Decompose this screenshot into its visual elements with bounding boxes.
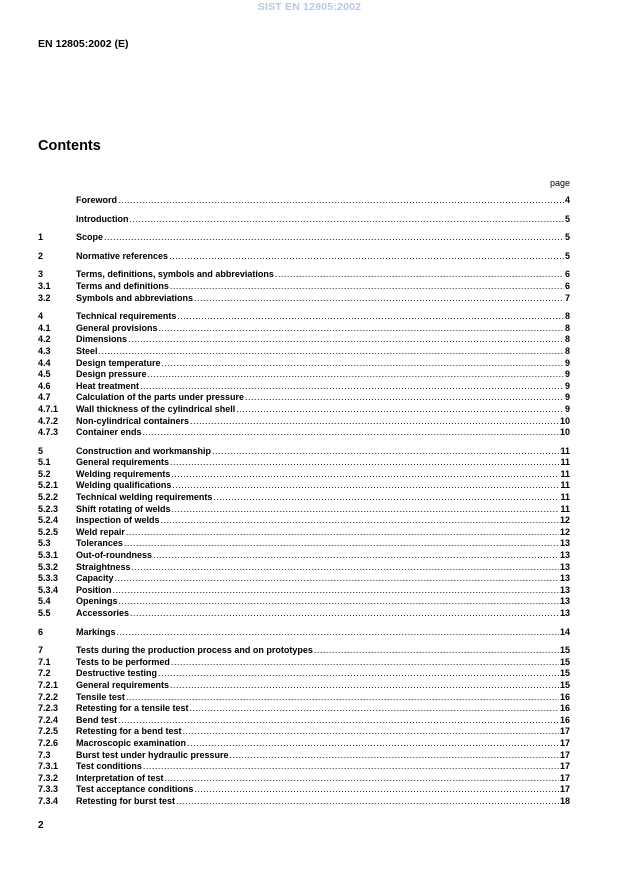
toc-entry-page: 5 (564, 213, 570, 224)
dot-leader (236, 404, 564, 416)
toc-entry-title: Test conditions (76, 761, 142, 772)
dot-leader (143, 761, 559, 773)
toc-entry-page: 12 (559, 515, 570, 526)
dot-leader (162, 358, 564, 370)
toc-entry-number: 2 (38, 250, 44, 261)
toc-entry-page: 13 (559, 596, 570, 607)
toc-entry[interactable] (38, 269, 570, 281)
toc-entry-page: 18 (559, 795, 570, 806)
dot-leader (176, 796, 559, 808)
toc-entry[interactable] (38, 346, 570, 358)
toc-entry-title: Bend test (76, 714, 118, 725)
toc-entry-page: 16 (559, 691, 570, 702)
toc-entry[interactable] (38, 358, 570, 370)
dot-leader (213, 492, 559, 504)
toc-entry-title: Burst test under hydraulic pressure (76, 749, 229, 760)
toc-entry-page: 11 (560, 445, 570, 456)
dot-leader (119, 596, 559, 608)
toc-entry-number: 5.2.3 (38, 503, 59, 514)
toc-entry-page: 10 (559, 427, 570, 438)
toc-entry-page: 15 (559, 645, 570, 656)
dot-leader (171, 469, 559, 481)
toc-entry-number: 4.4 (38, 357, 51, 368)
toc-entry[interactable] (38, 311, 570, 323)
toc-entry-page: 11 (560, 457, 570, 468)
dot-leader (194, 784, 559, 796)
dot-leader (117, 627, 559, 639)
toc-entry-page: 17 (559, 726, 570, 737)
toc-entry-page: 7 (564, 292, 570, 303)
toc-entry-page: 13 (559, 584, 570, 595)
toc-entry-number: 7.1 (38, 656, 51, 667)
toc-entry-title: Terms, definitions, symbols and abbreviations (76, 269, 274, 280)
toc-entry-page: 9 (564, 403, 570, 414)
toc-entry-title: Normative references (76, 250, 169, 261)
toc-entry-page: 8 (564, 322, 570, 333)
dot-leader (118, 715, 559, 727)
watermark: SIST EN 12805:2002 (257, 1, 362, 13)
dot-leader (130, 608, 559, 620)
dot-leader (194, 293, 564, 305)
toc-entry-title: Heat treatment (76, 380, 140, 391)
toc-entry-title: General requirements (76, 679, 170, 690)
toc-entry[interactable] (38, 334, 570, 346)
toc-entry-number: 7.2 (38, 668, 51, 679)
toc-entry-number: 5.3.4 (38, 584, 59, 595)
dot-leader (126, 692, 559, 704)
toc-entry[interactable] (38, 773, 570, 785)
toc-entry-page: 11 (560, 468, 570, 479)
toc-entry-page: 13 (559, 550, 570, 561)
toc-entry[interactable] (38, 251, 570, 263)
toc-entry-title: Openings (76, 596, 118, 607)
toc-entry-title: Out-of-roundness (76, 550, 152, 561)
toc-entry-number: 7.2.3 (38, 703, 59, 714)
dot-leader (140, 381, 564, 393)
toc-entry-page: 5 (564, 250, 570, 261)
dot-leader (172, 504, 560, 516)
toc-entry[interactable] (38, 469, 570, 481)
toc-entry-title: Design pressure (76, 369, 147, 380)
dot-leader (113, 585, 559, 597)
dot-leader (314, 645, 559, 657)
toc-entry[interactable] (38, 504, 570, 516)
toc-entry[interactable] (38, 550, 570, 562)
toc-entry[interactable] (38, 627, 570, 639)
toc-entry-title: Tests to be performed (76, 656, 170, 667)
toc-entry-title: General requirements (76, 457, 170, 468)
toc-entry-number: 7.3.3 (38, 784, 59, 795)
toc-entry-title: Introduction (76, 213, 129, 224)
toc-entry-title: Technical requirements (76, 311, 177, 322)
toc-entry[interactable] (38, 562, 570, 574)
toc-entry[interactable] (38, 796, 570, 808)
dot-leader (158, 668, 559, 680)
dot-leader (115, 573, 559, 585)
toc-entry[interactable] (38, 761, 570, 773)
toc-entry-number: 7.3 (38, 749, 51, 760)
toc-entry-title: Straightness (76, 561, 131, 572)
toc-entry-page: 17 (559, 761, 570, 772)
dot-leader (183, 726, 559, 738)
toc-entry-title: Non-cylindrical containers (76, 415, 190, 426)
page-title: Contents (38, 138, 101, 154)
dot-leader (190, 703, 559, 715)
toc-entry-title: Dimensions (76, 334, 128, 345)
toc-entry-page: 17 (559, 737, 570, 748)
toc-entry-title: Test acceptance conditions (76, 784, 194, 795)
toc-entry[interactable] (38, 784, 570, 796)
toc-entry[interactable] (38, 392, 570, 404)
toc-entry-page: 13 (559, 573, 570, 584)
toc-entry-page: 12 (559, 526, 570, 537)
toc-entry-page: 15 (559, 679, 570, 690)
toc-entry-page: 8 (564, 311, 570, 322)
toc-entry[interactable] (38, 416, 570, 428)
toc-entry-number: 7.3.1 (38, 761, 59, 772)
toc-entry-title: Calculation of the parts under pressure (76, 392, 245, 403)
toc-entry-title: Construction and workmanship (76, 445, 212, 456)
toc-entry-number: 4.2 (38, 334, 51, 345)
toc-entry-title: Steel (76, 345, 98, 356)
toc-entry-number: 7.2.6 (38, 737, 59, 748)
toc-entry[interactable] (38, 527, 570, 539)
toc-entry-page: 17 (559, 784, 570, 795)
toc-entry-number: 3.1 (38, 280, 51, 291)
toc-entry-title: Technical welding requirements (76, 492, 213, 503)
toc-entry-title: Capacity (76, 573, 114, 584)
toc-entry[interactable] (38, 538, 570, 550)
toc-entry-title: Shift rotating of welds (76, 503, 171, 514)
toc-entry-page: 8 (564, 345, 570, 356)
toc-entry-title: Design temperature (76, 357, 161, 368)
toc-entry-number: 4.5 (38, 369, 51, 380)
toc-entry-number: 7.2.2 (38, 691, 59, 702)
toc-entry-number: 4.1 (38, 322, 51, 333)
table-of-contents (38, 195, 570, 808)
toc-entry[interactable] (38, 427, 570, 439)
dot-leader (190, 416, 559, 428)
toc-entry-number: 5.2.2 (38, 492, 59, 503)
page-column-label: page (549, 178, 570, 188)
toc-entry[interactable] (38, 404, 570, 416)
toc-entry[interactable] (38, 293, 570, 305)
toc-entry-title: Macroscopic examination (76, 737, 187, 748)
toc-entry[interactable] (38, 214, 570, 226)
toc-entry[interactable] (38, 715, 570, 727)
dot-leader (212, 446, 559, 458)
toc-entry-page: 11 (560, 492, 570, 503)
toc-entry-number: 3 (38, 269, 44, 280)
toc-entry-title: Tests during the production process and on prototypes (76, 645, 313, 656)
dot-leader (165, 773, 559, 785)
toc-entry-number: 5.2.1 (38, 480, 59, 491)
toc-entry[interactable] (38, 726, 570, 738)
toc-entry-page: 9 (564, 392, 570, 403)
dot-leader (177, 311, 564, 323)
dot-leader (132, 562, 559, 574)
toc-entry-number: 5.5 (38, 608, 51, 618)
toc-entry-title: Retesting for a bend test (76, 726, 182, 737)
toc-entry-number: 4.3 (38, 345, 51, 356)
dot-leader (148, 369, 564, 381)
toc-entry-page: 6 (564, 280, 570, 291)
dot-leader (275, 269, 564, 281)
toc-entry-page: 13 (559, 561, 570, 572)
toc-entry-page: 5 (564, 232, 570, 243)
toc-entry-number: 4.7.1 (38, 403, 59, 414)
toc-entry-page: 15 (559, 656, 570, 667)
toc-entry-page: 14 (559, 626, 570, 637)
toc-entry-number: 7.2.1 (38, 679, 59, 690)
toc-entry-number: 5 (38, 445, 44, 456)
toc-entry[interactable] (38, 703, 570, 715)
toc-entry[interactable] (38, 492, 570, 504)
dot-leader (171, 657, 559, 669)
toc-entry-number: 3.2 (38, 292, 51, 303)
toc-entry-title: Retesting for burst test (76, 795, 176, 806)
toc-entry[interactable] (38, 645, 570, 657)
dot-leader (245, 392, 564, 404)
toc-entry[interactable] (38, 446, 570, 458)
toc-entry[interactable] (38, 585, 570, 597)
toc-entry-title: Welding requirements (76, 468, 171, 479)
toc-entry-page: 11 (560, 503, 570, 514)
toc-entry-number: 4 (38, 311, 44, 322)
toc-entry[interactable] (38, 596, 570, 608)
toc-entry-title: Symbols and abbreviations (76, 292, 194, 303)
toc-entry[interactable] (38, 515, 570, 527)
dot-leader (104, 232, 564, 244)
toc-entry-number: 1 (38, 232, 44, 243)
dot-leader (230, 750, 559, 762)
toc-entry[interactable] (38, 738, 570, 750)
toc-entry[interactable] (38, 750, 570, 762)
toc-entry-number: 5.2 (38, 468, 51, 479)
dot-leader (153, 550, 559, 562)
toc-entry-title: Position (76, 584, 112, 595)
dot-leader (170, 457, 559, 469)
toc-entry-page: 13 (559, 608, 570, 618)
toc-entry-title: Scope (76, 232, 104, 243)
dot-leader (159, 323, 564, 335)
toc-entry-title: Tolerances (76, 538, 123, 549)
dot-leader (161, 515, 559, 527)
toc-entry[interactable] (38, 457, 570, 469)
dot-leader (187, 738, 559, 750)
toc-entry-number: 7 (38, 645, 44, 656)
toc-entry[interactable] (38, 692, 570, 704)
toc-entry-page: 17 (559, 772, 570, 783)
toc-entry-page: 6 (564, 269, 570, 280)
dot-leader (99, 346, 564, 358)
toc-entry[interactable] (38, 232, 570, 244)
toc-entry-title: Interpretation of test (76, 772, 164, 783)
toc-entry-number: 4.7.2 (38, 415, 59, 426)
toc-entry[interactable] (38, 657, 570, 669)
toc-entry-title: Inspection of welds (76, 515, 160, 526)
dot-leader (128, 334, 564, 346)
toc-entry[interactable] (38, 608, 570, 620)
toc-entry-title: Foreword (76, 195, 118, 205)
toc-entry-title: Weld repair (76, 526, 125, 537)
dot-leader (172, 480, 559, 492)
toc-entry-page: 10 (559, 415, 570, 426)
page-number: 2 (38, 820, 44, 831)
toc-entry-page: 16 (559, 703, 570, 714)
toc-entry[interactable] (38, 195, 570, 207)
toc-entry-page: 8 (564, 334, 570, 345)
toc-entry-page: 13 (559, 538, 570, 549)
dot-leader (170, 281, 564, 293)
toc-entry-number: 5.3 (38, 538, 51, 549)
toc-entry-number: 7.2.4 (38, 714, 59, 725)
toc-entry[interactable] (38, 480, 570, 492)
dot-leader (143, 427, 559, 439)
toc-entry-title: Welding qualifications (76, 480, 172, 491)
toc-entry-number: 5.2.4 (38, 515, 59, 526)
toc-entry-number: 6 (38, 626, 44, 637)
toc-entry[interactable] (38, 680, 570, 692)
toc-entry-number: 4.7 (38, 392, 51, 403)
dot-leader (170, 680, 559, 692)
toc-entry-number: 7.3.2 (38, 772, 59, 783)
dot-leader (126, 527, 559, 539)
document-header: EN 12805:2002 (E) (38, 38, 129, 50)
toc-entry-number: 4.6 (38, 380, 51, 391)
toc-entry-title: Destructive testing (76, 668, 158, 679)
toc-entry-number: 7.2.5 (38, 726, 59, 737)
toc-entry-page: 9 (564, 357, 570, 368)
toc-entry[interactable] (38, 381, 570, 393)
toc-entry-title: Tensile test (76, 691, 125, 702)
toc-entry-number: 5.3.3 (38, 573, 59, 584)
toc-entry-title: Markings (76, 626, 116, 637)
toc-entry-number: 5.3.1 (38, 550, 59, 561)
toc-entry-page: 11 (560, 480, 570, 491)
toc-entry-page: 9 (564, 380, 570, 391)
dot-leader (124, 538, 559, 550)
dot-leader (130, 214, 564, 226)
toc-entry-number: 5.2.5 (38, 526, 59, 537)
toc-entry-page: 9 (564, 369, 570, 380)
toc-entry-page: 15 (559, 668, 570, 679)
toc-entry-number: 4.7.3 (38, 427, 59, 438)
toc-entry-title: Wall thickness of the cylindrical shell (76, 403, 236, 414)
toc-entry[interactable] (38, 573, 570, 585)
toc-entry[interactable] (38, 281, 570, 293)
toc-entry-title: Retesting for a tensile test (76, 703, 189, 714)
toc-entry-page: 16 (559, 714, 570, 725)
toc-entry-page: 17 (559, 749, 570, 760)
toc-entry[interactable] (38, 369, 570, 381)
dot-leader (118, 195, 564, 207)
toc-entry-number: 5.1 (38, 457, 51, 468)
toc-entry-title: General provisions (76, 322, 158, 333)
toc-entry-number: 5.3.2 (38, 561, 59, 572)
toc-entry-title: Terms and definitions (76, 280, 169, 291)
toc-entry[interactable] (38, 668, 570, 680)
toc-entry-number: 7.3.4 (38, 795, 59, 806)
toc-entry-title: Accessories (76, 608, 130, 618)
toc-entry-title: Container ends (76, 427, 142, 438)
toc-entry[interactable] (38, 323, 570, 335)
toc-entry-number: 5.4 (38, 596, 51, 607)
toc-entry-page: 4 (564, 195, 570, 205)
dot-leader (169, 251, 564, 263)
